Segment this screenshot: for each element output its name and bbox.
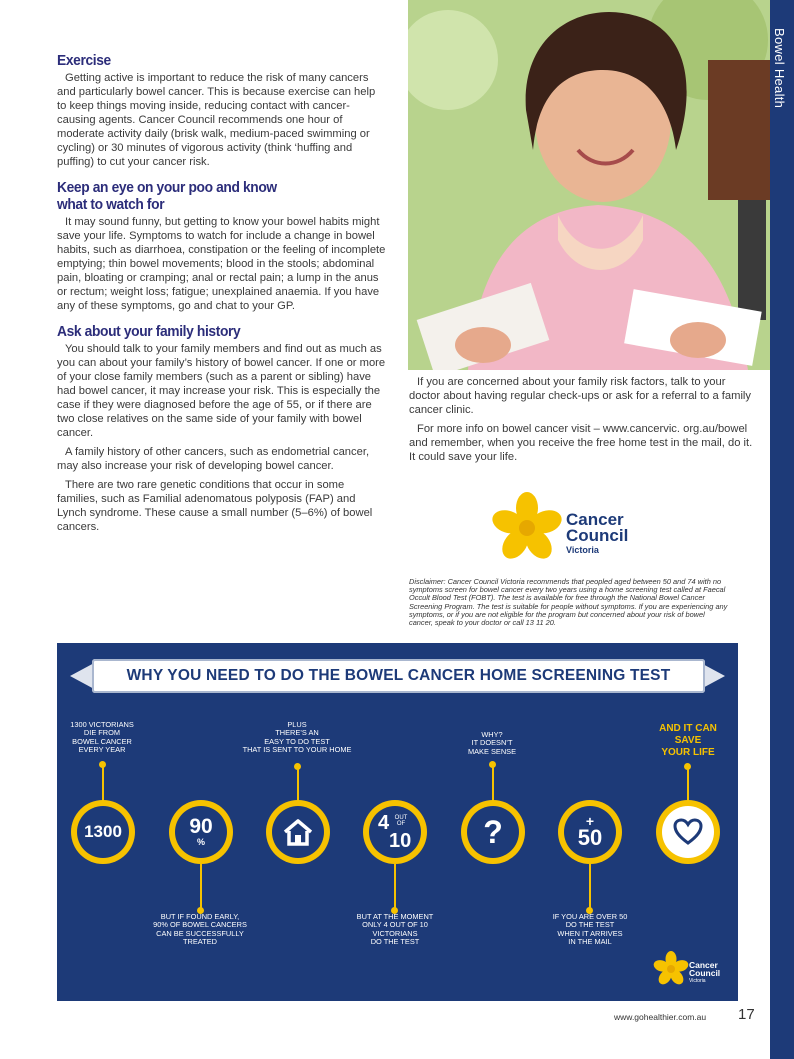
screening-infographic xyxy=(57,643,738,1001)
connector-dot xyxy=(294,763,301,770)
stat-out-of: OUT OF xyxy=(394,815,408,827)
connector-line xyxy=(589,864,591,910)
stat-value: 50 xyxy=(577,825,603,850)
daffodil-icon xyxy=(653,951,689,987)
connector-line xyxy=(492,763,494,801)
connector-line xyxy=(394,864,396,910)
right-column xyxy=(409,375,754,464)
stat-circle-90-percent xyxy=(169,800,233,864)
section-heading: Ask about your family history xyxy=(57,323,241,340)
caption-1300-deaths: 1300 VICTORIANS DIE FROM BOWEL CANCER EVERY YEAR xyxy=(70,720,134,755)
footer-url: www.gohealthier.com.au xyxy=(614,1012,707,1022)
stat-circle-4-of-10 xyxy=(363,800,427,864)
cancer-council-logo xyxy=(492,492,652,564)
infographic-title-box xyxy=(92,659,705,693)
section-paragraph: Getting active is important to reduce the risk of many cancers and particularly bowel cancer. This is because exercise can help to keep things moving inside, reducing contact with cancer-causing agents. Cancer Council recommends one hour of moderate activity daily (brisk walk, medium-paced swimming or cycling) or 30 minutes of vigorous activity (think ‘huffing and puffing) to cut your cancer risk. xyxy=(57,72,376,168)
caption-90-percent: BUT IF FOUND EARLY, 90% OF BOWEL CANCERS CAN BE SUCCESSFULLY TREATED xyxy=(153,912,247,947)
disclaimer-text: Disclaimer: Cancer Council Victoria recommends that peopled aged between 50 and 74 with no symptoms screen for bowel cancer every two years using a home screening test called at Faecal Occult Blood Test (FOBT). The test is available for free through the National Bowel Cancer Screening Program. The test is suitable for people without symptoms. If you are experiencing any symptoms, or if you are not eligible for the program but concerned about your risk of bowel cancer, speak to your doctor or call 13 11 20. xyxy=(409,577,728,628)
caption-why: WHY? IT DOESN’T MAKE SENSE xyxy=(467,730,517,756)
stat-inner xyxy=(175,806,227,858)
section-side-tab xyxy=(770,0,794,1059)
stat-circle-home xyxy=(266,800,330,864)
logo-text-council: Council xyxy=(689,968,721,978)
right-paragraph: For more info on bowel cancer visit – www.cancervic. org.au/bowel and remember, when you receive the free home test in the mail, do it. It could save your life. xyxy=(409,423,753,463)
stat-circle-1300 xyxy=(71,800,135,864)
section-heading: Keep an eye on your poo and know what to watch for xyxy=(57,179,277,213)
stat-value: 90 xyxy=(189,815,213,838)
photo-illustration xyxy=(408,0,770,370)
connector-dot xyxy=(684,763,691,770)
stat-inner xyxy=(564,806,616,858)
infographic-title: WHY YOU NEED TO DO THE BOWEL CANCER HOME SCREENING TEST xyxy=(126,667,671,684)
question-mark-icon: ? xyxy=(467,806,519,858)
stat-unit: % xyxy=(196,837,205,847)
section-exercise xyxy=(57,52,387,169)
connector-line xyxy=(102,763,104,801)
stat-total: 10 xyxy=(389,830,412,852)
house-icon xyxy=(283,818,313,846)
stat-circle-question xyxy=(461,800,525,864)
caption-save-life: AND IT CAN SAVE YOUR LIFE xyxy=(659,723,717,758)
stat-inner xyxy=(662,806,714,858)
infographic-logo xyxy=(653,951,733,991)
right-paragraph: If you are concerned about your family risk factors, talk to your doctor about having regular check-ups or ask for a referral to a family cancer clinic. xyxy=(409,376,752,416)
left-column xyxy=(57,52,387,543)
infographic-banner xyxy=(70,659,725,693)
section-family-history xyxy=(57,323,387,534)
caption-4-of-10: BUT AT THE MOMENT ONLY 4 OUT OF 10 VICTORIANS DO THE TEST xyxy=(356,912,434,947)
heart-icon xyxy=(673,818,703,846)
section-paragraph: A family history of other cancers, such as endometrial cancer, may also increase your risk of developing bowel cancer. xyxy=(57,446,370,472)
connector-line xyxy=(687,765,689,801)
stat-circle-heart xyxy=(656,800,720,864)
section-paragraph: It may sound funny, but getting to know your bowel habits might save your life. Symptoms to watch for include a change in bowel habits, such as diarrhoea, constipation or the feeling of incomplete emptying; thin bowel movements; blood in the stools; abdominal pain, bloating or cramping; anal or rectal pain; a lump in the anus or rectum; weight loss; fatigue; unexplained anaemia. If you have any of these symptoms, go and chat to your GP. xyxy=(57,216,386,312)
connector-line xyxy=(297,765,299,801)
stat-value: 1300 xyxy=(77,806,129,858)
connector-dot xyxy=(99,761,106,768)
logo-text-cancer: Cancer xyxy=(689,960,718,970)
stat-circle-50-plus xyxy=(558,800,622,864)
logo-text-victoria: Victoria xyxy=(689,978,706,984)
woman-reading-mail-photo xyxy=(408,0,770,370)
stat-inner xyxy=(369,806,421,858)
logo-text-victoria: Victoria xyxy=(566,545,599,555)
logo-text-cancer: Cancer xyxy=(566,510,624,529)
stat-inner xyxy=(272,806,324,858)
section-watch-poo xyxy=(57,179,387,313)
caption-over-50: IF YOU ARE OVER 50 DO THE TEST WHEN IT ARRIVES IN THE MAIL xyxy=(552,912,628,947)
connector-dot xyxy=(489,761,496,768)
connector-line xyxy=(200,864,202,910)
section-paragraph: You should talk to your family members and find out as much as you can about your family’s history of bowel cancer. If one or more of your close family members (such as a parent or sibling) have had bowel cancer, it may increase your risk. This is especially the case if they were diagnosed before the age of 55, or if there are two close relatives on the same side of your family with bowel cancer. xyxy=(57,343,386,439)
daffodil-icon xyxy=(492,492,562,564)
stat-value: 4 xyxy=(378,812,390,834)
section-heading: Exercise xyxy=(57,52,111,69)
stat-plus: + xyxy=(585,813,595,829)
side-tab-label: Bowel Health xyxy=(772,28,787,109)
page-number: 17 xyxy=(738,1006,755,1023)
caption-easy-test: PLUS THERE’S AN EASY TO DO TEST THAT IS SENT TO YOUR HOME xyxy=(242,720,352,755)
logo-text-council: Council xyxy=(566,526,629,545)
section-paragraph: There are two rare genetic conditions that occur in some families, such as Familial adenomatous polyposis (FAP) and Lynch syndrome. These cause a small number (5–6%) of bowel cancers. xyxy=(57,479,373,533)
